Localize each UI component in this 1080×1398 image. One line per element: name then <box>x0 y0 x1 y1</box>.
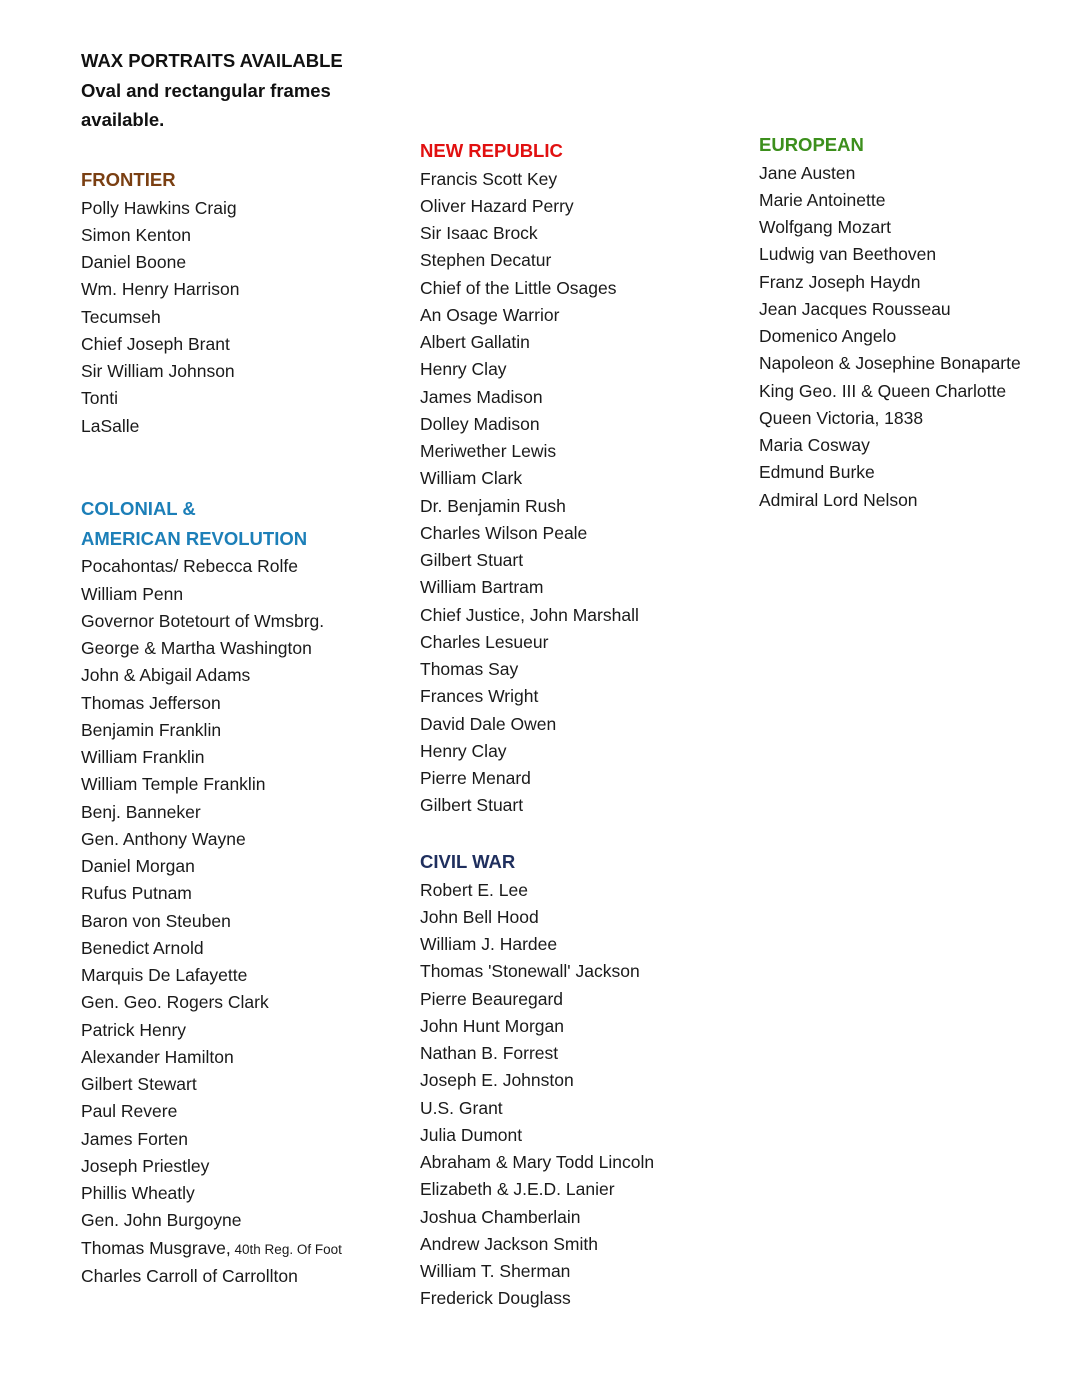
list-item: Thomas Say <box>420 659 519 680</box>
list-item: William Penn <box>81 583 184 604</box>
intro-block <box>81 46 343 135</box>
list-item: David Dale Owen <box>420 713 557 734</box>
list-item: Nathan B. Forrest <box>420 1043 559 1064</box>
list-item <box>81 1235 342 1263</box>
section-new-republic <box>420 136 639 820</box>
list-item: Tecumseh <box>81 306 161 327</box>
list-item: William T. Sherman <box>420 1261 571 1282</box>
list-item: Thomas 'Stonewall' Jackson <box>420 961 640 982</box>
list-european <box>759 160 1021 514</box>
list-item: Tonti <box>81 388 118 409</box>
list-item: Frederick Douglass <box>420 1288 571 1309</box>
list-item: Jane Austen <box>759 162 856 183</box>
list-item: Abraham & Mary Todd Lincoln <box>420 1152 655 1173</box>
list-item: John Hunt Morgan <box>420 1015 564 1036</box>
list-item: An Osage Warrior <box>420 304 560 325</box>
list-item: William Franklin <box>81 747 205 768</box>
list-item: Alexander Hamilton <box>81 1046 234 1067</box>
list-item: Gilbert Stuart <box>420 550 524 571</box>
list-item: Polly Hawkins Craig <box>81 197 237 218</box>
list-item: Joshua Chamberlain <box>420 1206 581 1227</box>
list-item: William Temple Franklin <box>81 774 266 795</box>
list-item: Pierre Menard <box>420 768 531 789</box>
list-item: Gen. John Burgoyne <box>81 1210 242 1231</box>
section-civil-war <box>420 847 654 1313</box>
list-item: Wolfgang Mozart <box>759 217 891 238</box>
list-item: Andrew Jackson Smith <box>420 1233 598 1254</box>
list-item: Ludwig van Beethoven <box>759 244 937 265</box>
heading-european: EUROPEAN <box>759 134 864 155</box>
list-item: Benj. Banneker <box>81 801 201 822</box>
intro-line-3: available. <box>81 109 165 131</box>
list-item: Dr. Benjamin Rush <box>420 495 566 516</box>
list-item: Joseph E. Johnston <box>420 1070 574 1091</box>
list-item: Wm. Henry Harrison <box>81 279 240 300</box>
list-item: Dolley Madison <box>420 413 540 434</box>
list-item: Daniel Boone <box>81 252 187 273</box>
list-item: Marie Antoinette <box>759 189 886 210</box>
list-item: Domenico Angelo <box>759 326 897 347</box>
list-item: Charles Wilson Peale <box>420 522 588 543</box>
list-item: Governor Botetourt of Wmsbrg. <box>81 610 325 631</box>
list-item: Rufus Putnam <box>81 883 192 904</box>
list-item: Stephen Decatur <box>420 250 552 271</box>
heading-colonial-line-1: COLONIAL & <box>81 498 196 519</box>
intro-title: WAX PORTRAITS AVAILABLE <box>81 50 343 71</box>
list-item: Thomas Jefferson <box>81 692 221 713</box>
list-item: Jean Jacques Rousseau <box>759 298 951 319</box>
intro-line-2: Oval and rectangular frames <box>81 79 331 101</box>
list-item: Benjamin Franklin <box>81 719 222 740</box>
list-colonial <box>81 553 342 1234</box>
list-item: Joseph Priestley <box>81 1155 210 1176</box>
list-item: William Bartram <box>420 577 544 598</box>
list-item: Sir Isaac Brock <box>420 223 538 244</box>
list-item: James Forten <box>81 1128 188 1149</box>
list-item: John & Abigail Adams <box>81 665 251 686</box>
list-item: Chief of the Little Osages <box>420 277 617 298</box>
list-item: Meriwether Lewis <box>420 441 557 462</box>
list-item: William J. Hardee <box>420 934 558 955</box>
heading-new-republic: NEW REPUBLIC <box>420 140 563 161</box>
list-item: Julia Dumont <box>420 1124 523 1145</box>
list-item: Patrick Henry <box>81 1019 187 1040</box>
list-item: Simon Kenton <box>81 224 191 245</box>
list-item: Franz Joseph Haydn <box>759 271 921 292</box>
list-item: Napoleon & Josephine Bonaparte <box>759 353 1021 374</box>
list-frontier <box>81 195 240 440</box>
list-item: Henry Clay <box>420 740 507 761</box>
list-item: King Geo. III & Queen Charlotte <box>759 380 1007 401</box>
list-item: Oliver Hazard Perry <box>420 195 574 216</box>
list-item: Gilbert Stuart <box>420 795 524 816</box>
list-item: Pierre Beauregard <box>420 988 563 1009</box>
list-item: George & Martha Washington <box>81 638 312 659</box>
list-item: Daniel Morgan <box>81 856 195 877</box>
musgrave-note: 40th Reg. Of Foot <box>230 1241 342 1257</box>
list-item: Sir William Johnson <box>81 361 235 382</box>
list-item: William Clark <box>420 468 523 489</box>
list-item: Pocahontas/ Rebecca Rolfe <box>81 556 298 577</box>
list-item: Albert Gallatin <box>420 332 530 353</box>
list-item: Chief Joseph Brant <box>81 333 230 354</box>
list-item: Phillis Wheatly <box>81 1183 195 1204</box>
list-item: Francis Scott Key <box>420 168 558 189</box>
list-item: Charles Lesueur <box>420 631 549 652</box>
list-item: Paul Revere <box>81 1101 178 1122</box>
section-colonial <box>81 494 342 1290</box>
list-item: Queen Victoria, 1838 <box>759 407 924 428</box>
list-item: Edmund Burke <box>759 462 875 483</box>
heading-colonial-line-2: AMERICAN REVOLUTION <box>81 527 308 549</box>
list-item: John Bell Hood <box>420 906 539 927</box>
list-item: Admiral Lord Nelson <box>759 489 918 510</box>
musgrave-name: Thomas Musgrave, <box>81 1237 231 1258</box>
list-item: Marquis De Lafayette <box>81 965 248 986</box>
list-item: Elizabeth & J.E.D. Lanier <box>420 1179 615 1200</box>
list-item: Charles Carroll of Carrollton <box>81 1265 298 1286</box>
list-item: Maria Cosway <box>759 435 870 456</box>
list-item: Gen. Geo. Rogers Clark <box>81 992 269 1013</box>
list-new-republic <box>420 166 639 820</box>
heading-frontier: FRONTIER <box>81 169 176 190</box>
section-european <box>759 130 1021 514</box>
list-item: Gen. Anthony Wayne <box>81 828 246 849</box>
list-item: Henry Clay <box>420 359 507 380</box>
heading-civil-war: CIVIL WAR <box>420 851 516 872</box>
list-item: Frances Wright <box>420 686 539 707</box>
list-item: LaSalle <box>81 415 140 436</box>
list-item: Baron von Steuben <box>81 910 231 931</box>
list-item: Benedict Arnold <box>81 937 204 958</box>
list-item: Chief Justice, John Marshall <box>420 604 639 625</box>
list-item: U.S. Grant <box>420 1097 503 1118</box>
list-colonial-tail <box>81 1235 342 1291</box>
list-civil-war <box>420 877 654 1313</box>
list-item: James Madison <box>420 386 543 407</box>
list-item: Robert E. Lee <box>420 879 528 900</box>
list-item: Gilbert Stewart <box>81 1074 197 1095</box>
section-frontier <box>81 165 240 440</box>
